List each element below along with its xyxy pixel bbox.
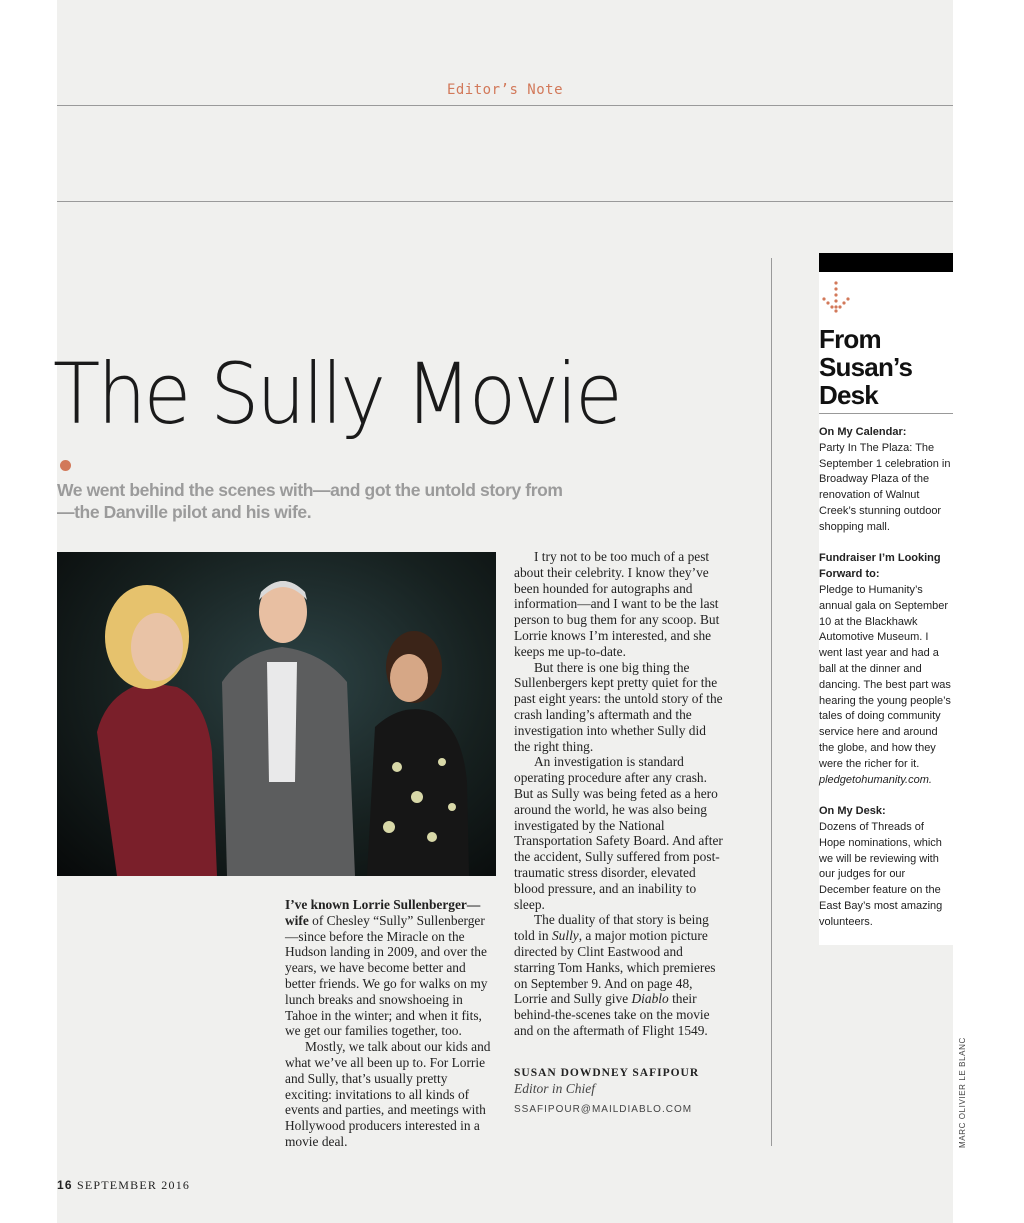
article-paragraph: But there is one big thing the Sullenbergers kept pretty quiet for the past eight years: the untold story of the crash landing’s aftermath and the investigation into whether Sully did the right thing. [514, 659, 723, 754]
article-paragraph: I’ve known Lorrie Sullenberger—wife of Chesley “Sully” Sullenberger—since before the Miracle on the Hudson landing in 2009, and over the years, we have become better and better friends. We go for walks on my lunch breaks and snowshoeing in Tahoe in the winter; and when it fits, we get our families together, too. [285, 897, 488, 1039]
portrait-illustration [57, 552, 496, 876]
sidebar-body [819, 425, 953, 946]
sidebar-link[interactable]: pledgetohumanity.com. [819, 773, 932, 786]
header-rule-lower [57, 201, 953, 202]
section-label: Editor’s Note [446, 82, 564, 98]
sidebar-box [819, 253, 953, 945]
article-body-right [514, 549, 724, 1039]
photo-credit: MARC OLIVIER LE BLANC [958, 1037, 967, 1148]
article-dek: We went behind the scenes with—and got the untold story from—the Danville pilot and his wife. [57, 480, 563, 522]
article-photo [57, 552, 496, 876]
article-paragraph: I try not to be too much of a pest about their celebrity. I know they’ve been hounded for autographs and information—and I want to be the last person to bug them for any scoop. But Lorrie knows I’m interested, and she keeps me up-to-date. [514, 549, 720, 659]
article-paragraph: An investigation is standard operating procedure after any crash. But as Sully was being feted as a hero around the world, he was also being investigated by the National Transportation Safety Board. And after the accident, Sully suffered from post-traumatic stress disorder, elevated blood pressure, and an inability to sleep. [514, 754, 723, 912]
signature-title: Editor in Chief [514, 1081, 595, 1096]
article-paragraph: Mostly, we talk about our kids and what we’ve all been up to. For Lorrie and Sully, that’s usually pretty exciting: invitations to all kinds of events and parties, and meetings with Hollywood producers interested in a movie deal. [285, 1039, 491, 1149]
article-headline: The Sully Movie [53, 345, 620, 443]
accent-dot-icon [60, 460, 71, 471]
sidebar-top-bar [819, 253, 953, 272]
article-paragraph: The duality of that story is being told in Sully, a major motion picture directed by Clint Eastwood and starring Tom Hanks, which premieres on September 9. And on page 48, Lorrie and Sully give Diablo their behind-the-scenes take on the movie and on the aftermath of Flight 1549. [514, 912, 716, 1038]
sidebar-item-text: Pledge to Humanity’s annual gala on September 10 at the Blackhawk Automotive Museum. I went last year and had a ball at the dinner and dancing. The best part was hearing the young people’s tales of doing community service here and around the globe, and how they were the richer for it. pledgetohumanity.com. [819, 583, 951, 786]
dotted-arrow-down-icon [819, 280, 853, 316]
sidebar-title: From Susan’s Desk [819, 324, 913, 410]
sidebar-item-heading: Fundraiser I’m Looking Forward to: [819, 552, 941, 581]
page-number: 16 [57, 1178, 73, 1192]
sidebar-item-fundraiser [819, 551, 953, 788]
lead-in: I’ve known Lorrie Sullenberger—wife [285, 897, 481, 928]
sidebar-item-heading: On My Calendar: [819, 426, 907, 438]
signature-email-link[interactable]: SSAFIPOUR@MAILDIABLO.COM [514, 1104, 693, 1115]
sidebar-item-text: Party In The Plaza: The September 1 celebration in Broadway Plaza of the renovation of Walnut Creek’s stunning outdoor shopping mall. [819, 441, 951, 533]
issue-date: SEPTEMBER 2016 [76, 1178, 191, 1192]
page-footer [57, 1178, 190, 1193]
header-rule [57, 105, 953, 106]
sidebar-item-heading: On My Desk: [819, 805, 886, 818]
sidebar-item-desk [819, 804, 953, 930]
signature-name: SUSAN DOWDNEY SAFIPOUR [514, 1067, 700, 1079]
sidebar-item-text: Dozens of Threads of Hope nominations, which we will be reviewing with our judges for our December feature on the East Bay’s most amazing volunteers. [819, 820, 943, 928]
sidebar-item-calendar [819, 425, 953, 536]
sidebar-divider [819, 413, 953, 414]
article-body-left [285, 897, 497, 1150]
column-divider [771, 258, 772, 1146]
magazine-page [53, 0, 953, 1223]
